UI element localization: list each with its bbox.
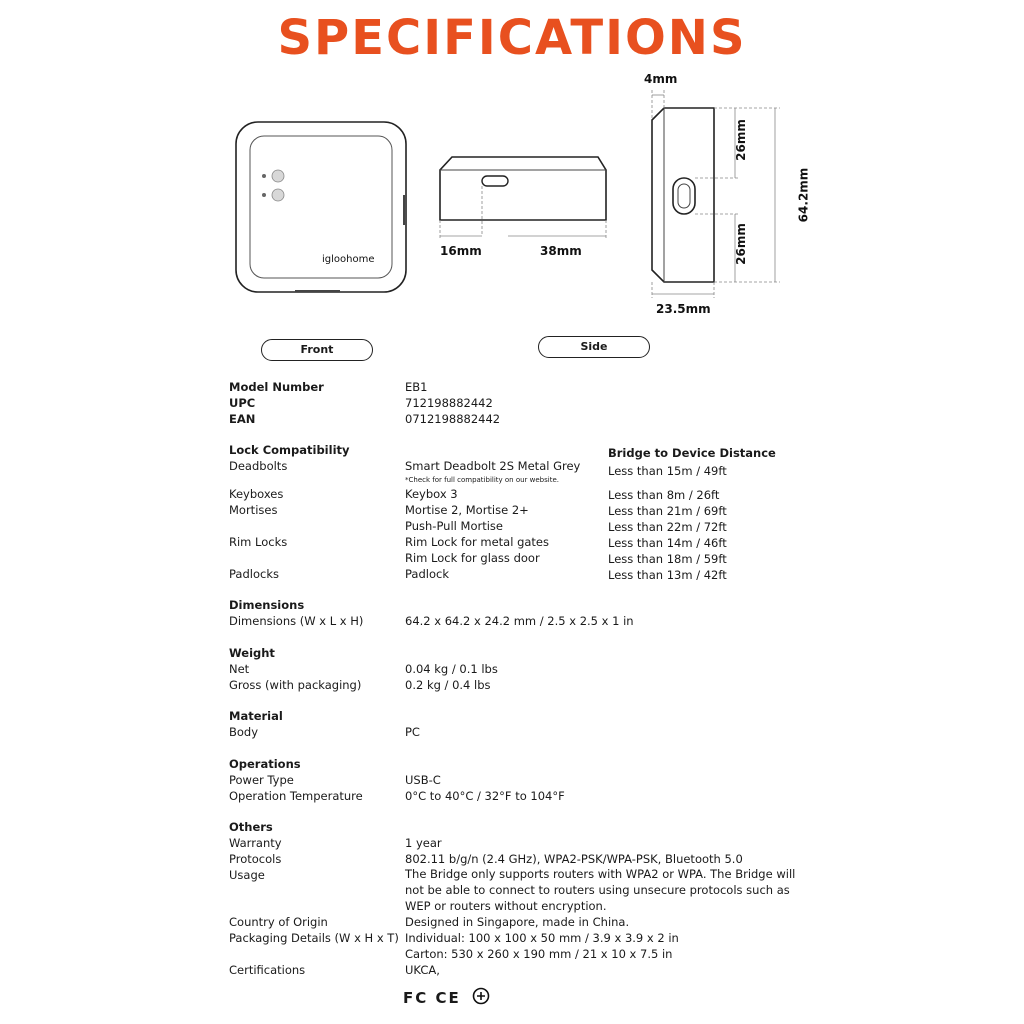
origin-value: Designed in Singapore, made in China. [405,915,630,929]
fc-ce-mark: FC CE [403,989,461,1007]
packaging-label: Packaging Details (W x H x T) [229,931,399,945]
packaging-value-2: Carton: 530 x 260 x 190 mm / 21 x 10 x 7.5 in [405,947,673,961]
protocols-value: 802.11 b/g/n (2.4 GHz), WPA2-PSK/WPA-PSK, Bluetooth 5.0 [405,852,743,866]
material-heading: Material [229,709,283,723]
dim-depth: 23.5mm [656,302,711,316]
usage-value: The Bridge only supports routers with WPA2 or WPA. The Bridge will not be able to connect to routers using unsecure protocols such as WEP or routers without encryption. [405,867,796,913]
padlocks-distance: Less than 13m / 42ft [608,568,727,582]
dim-bottom-height: 26mm [733,223,748,265]
dim-side-width: 4mm [644,72,678,86]
power-value: USB-C [405,773,441,787]
warranty-value: 1 year [405,836,442,850]
dimensions-label: Dimensions (W x L x H) [229,614,364,628]
rim-distance-2: Less than 18m / 59ft [608,552,727,566]
temp-value: 0°C to 40°C / 32°F to 104°F [405,789,565,803]
rcm-mark-icon [472,987,490,1005]
dim-top-height: 26mm [733,119,748,161]
distance-heading: Bridge to Device Distance [608,446,776,460]
certifications-label: Certifications [229,963,306,977]
gross-label: Gross (with packaging) [229,678,362,692]
page-title: SPECIFICATIONS [277,10,747,66]
usage-label: Usage [229,868,265,882]
rim-distance-1: Less than 14m / 46ft [608,536,727,550]
net-value: 0.04 kg / 0.1 lbs [405,662,498,676]
body-value: PC [405,725,420,739]
packaging-value-1: Individual: 100 x 100 x 50 mm / 3.9 x 3.9 x 2 in [405,931,679,945]
mortises-label: Mortises [229,503,278,517]
keyboxes-distance: Less than 8m / 26ft [608,488,720,502]
mortises-value-1: Mortise 2, Mortise 2+ [405,503,529,517]
padlocks-label: Padlocks [229,567,279,581]
body-label: Body [229,725,259,739]
deadbolts-label: Deadbolts [229,459,288,473]
model-number: EB1 [405,380,428,394]
side-label: Side [538,336,650,358]
net-label: Net [229,662,250,676]
dim-total-height: 64.2mm [796,167,811,223]
keyboxes-label: Keyboxes [229,487,284,501]
lock-compat-heading: Lock Compatibility [229,443,350,457]
ean-label: EAN [229,412,256,426]
power-label: Power Type [229,773,294,787]
gross-value: 0.2 kg / 0.4 lbs [405,678,491,692]
mortises-value-2: Push-Pull Mortise [405,519,503,533]
deadbolts-distance: Less than 15m / 49ft [608,464,727,478]
origin-label: Country of Origin [229,915,328,929]
mortises-distance-1: Less than 21m / 69ft [608,504,727,518]
deadbolts-value: Smart Deadbolt 2S Metal Grey [405,459,581,473]
keyboxes-value: Keybox 3 [405,487,458,501]
front-label: Front [261,339,373,361]
brand-logo: igloohome [322,254,375,265]
ean-value: 0712198882442 [405,412,501,426]
padlocks-value: Padlock [405,567,449,581]
rim-locks-label: Rim Locks [229,535,288,549]
mortises-distance-2: Less than 22m / 72ft [608,520,727,534]
dimensions-heading: Dimensions [229,598,305,612]
deadbolts-note: *Check for full compatibility on our website. [405,476,559,484]
dimensions-value: 64.2 x 64.2 x 24.2 mm / 2.5 x 2.5 x 1 in [405,614,634,628]
others-heading: Others [229,820,273,834]
model-number-label: Model Number [229,380,324,394]
protocols-label: Protocols [229,852,282,866]
rim-value-2: Rim Lock for glass door [405,551,540,565]
temp-label: Operation Temperature [229,789,363,803]
certifications-value: UKCA, [405,963,440,977]
weight-heading: Weight [229,646,275,660]
rim-value-1: Rim Lock for metal gates [405,535,549,549]
warranty-label: Warranty [229,836,282,850]
upc-value: 712198882442 [405,396,493,410]
operations-heading: Operations [229,757,301,771]
upc-label: UPC [229,396,256,410]
dim-port-rest: 38mm [540,244,582,258]
certification-marks [403,985,486,1007]
dim-port-offset: 16mm [440,244,482,258]
